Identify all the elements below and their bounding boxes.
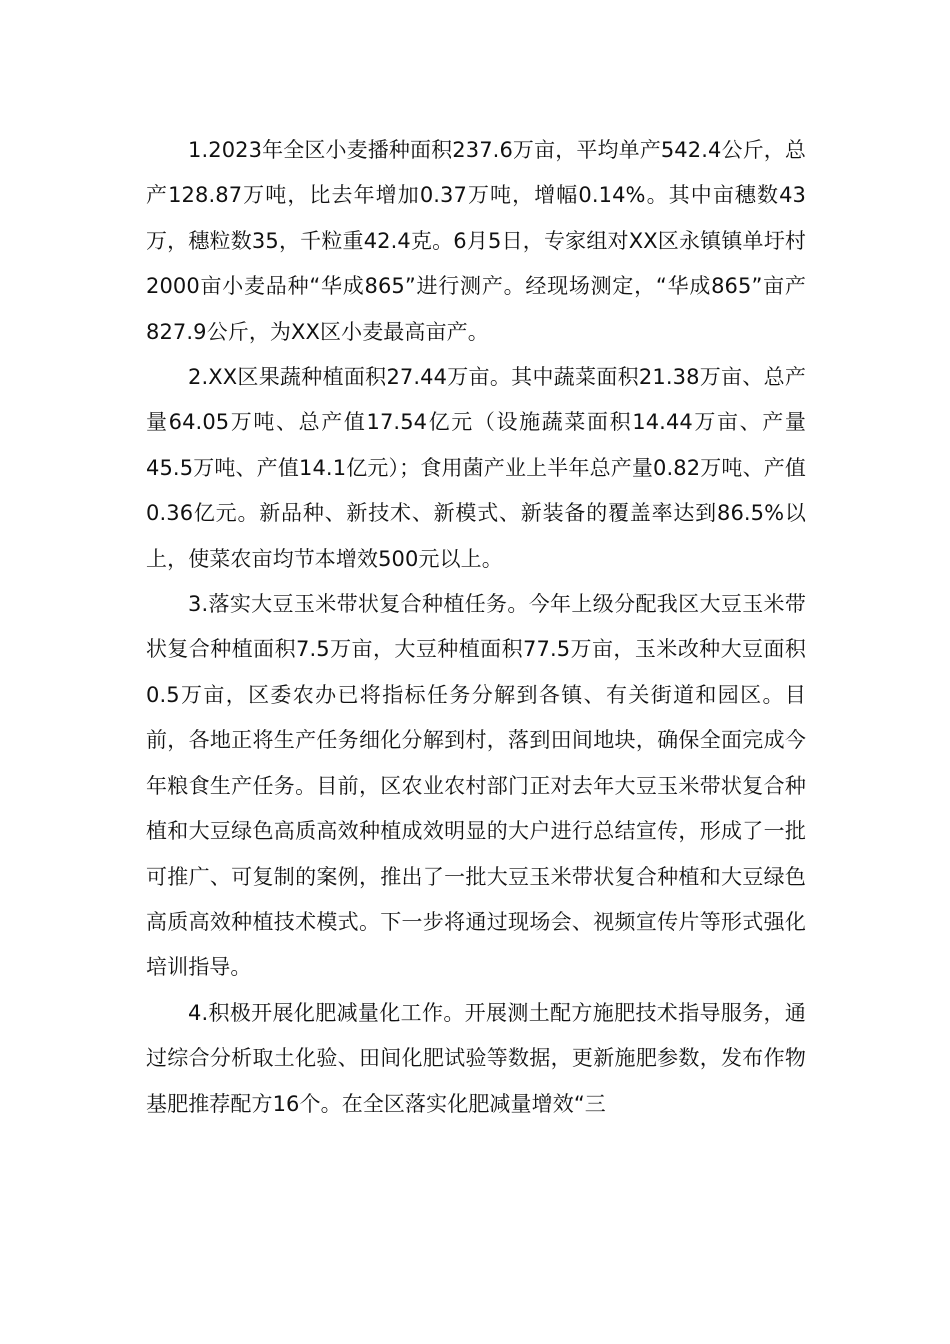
document-body	[146, 128, 806, 1344]
paragraph-wheat: 1.2023年全区小麦播种面积237.6万亩，平均单产542.4公斤，总产128.87万吨，比去年增加0.37万吨，增幅0.14%。其中亩穗数43万，穗粒数35，千粒重42.4克。6月5日，专家组对XX区永镇镇单圩村2000亩小麦品种“华成865”进行测产。经现场测定，“华成865”亩产827.9公斤，为XX区小麦最高亩产。	[146, 138, 806, 344]
paragraph-soybean-corn: 3.落实大豆玉米带状复合种植任务。今年上级分配我区大豆玉米带状复合种植面积7.5万亩，大豆种植面积77.5万亩，玉米改种大豆面积0.5万亩，区委农办已将指标任务分解到各镇、有关街道和园区。目前，各地正将生产任务细化分解到村，落到田间地块，确保全面完成今年粮食生产任务。目前，区农业农村部门正对去年大豆玉米带状复合种植和大豆绿色高质高效种植成效明显的大户进行总结宣传，形成了一批可推广、可复制的案例，推出了一批大豆玉米带状复合种植和大豆绿色高质高效种植技术模式。下一步将通过现场会、视频宣传片等形式强化培训指导。	[146, 592, 806, 980]
paragraph-fertilizer: 4.积极开展化肥减量化工作。开展测土配方施肥技术指导服务，通过综合分析取土化验、田间化肥试验等数据，更新施肥参数，发布作物基肥推荐配方16个。在全区落实化肥减量增效“三	[146, 1000, 806, 1116]
paragraph-vegetables: 2.XX区果蔬种植面积27.44万亩。其中蔬菜面积21.38万亩、总产量64.05万吨、总产值17.54亿元（设施蔬菜面积14.44万亩、产量45.5万吨、产值14.1亿元）；食用菌产业上半年总产量0.82万吨、产值0.36亿元。新品种、新技术、新模式、新装备的覆盖率达到86.5%以上，使菜农亩均节本增效500元以上。	[146, 365, 806, 571]
